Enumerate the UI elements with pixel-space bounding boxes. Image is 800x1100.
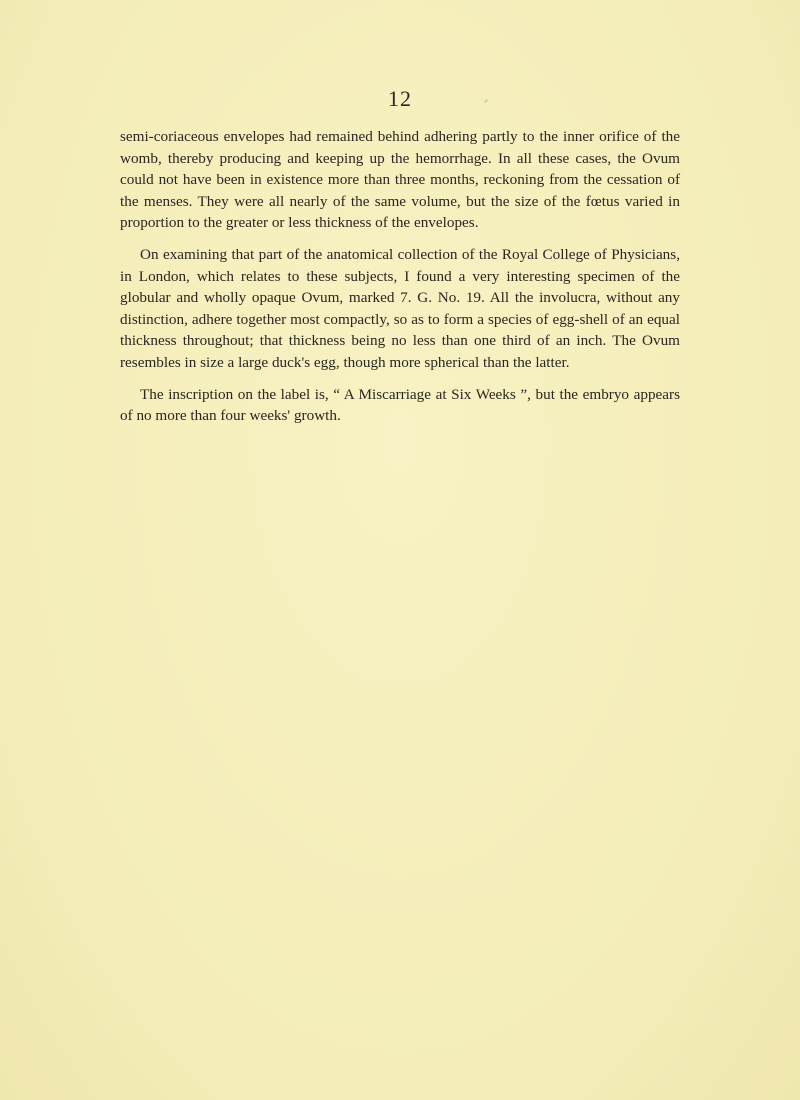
page-number: 12 <box>388 86 412 111</box>
paragraph-1: semi-coriaceous envelopes had remained behind adhering partly to the inner orifice of the womb, thereby producing and keeping up the hemorrhage. In all these cases, the Ovum could not have been in existence more than three months, reckoning from the cessation of the menses. They were all nearly of the same volume, but the size of the fœtus varied in proportion to the greater or less thickness of the envelopes. <box>120 128 680 232</box>
paragraph-2: On examining that part of the anatomical collection of the Royal College of Physicians, in London, which relates to these subjects, I found a very interesting specimen of the globular and wholly opaque Ovum, marked 7. G. No. 19. All the involucra, without any distinction, adhere together most compactly, so as to form a species of egg-shell of an equal thickness throughout; that thickness being no less than one third of an inch. The Ovum resembles in size a large duck's egg, though more spherical than the latter. <box>120 245 680 371</box>
body-text <box>120 126 680 437</box>
paragraph-3: The inscription on the label is, “ A Miscarriage at Six Weeks ”, but the embryo appears of no more than four weeks' growth. <box>120 385 680 425</box>
